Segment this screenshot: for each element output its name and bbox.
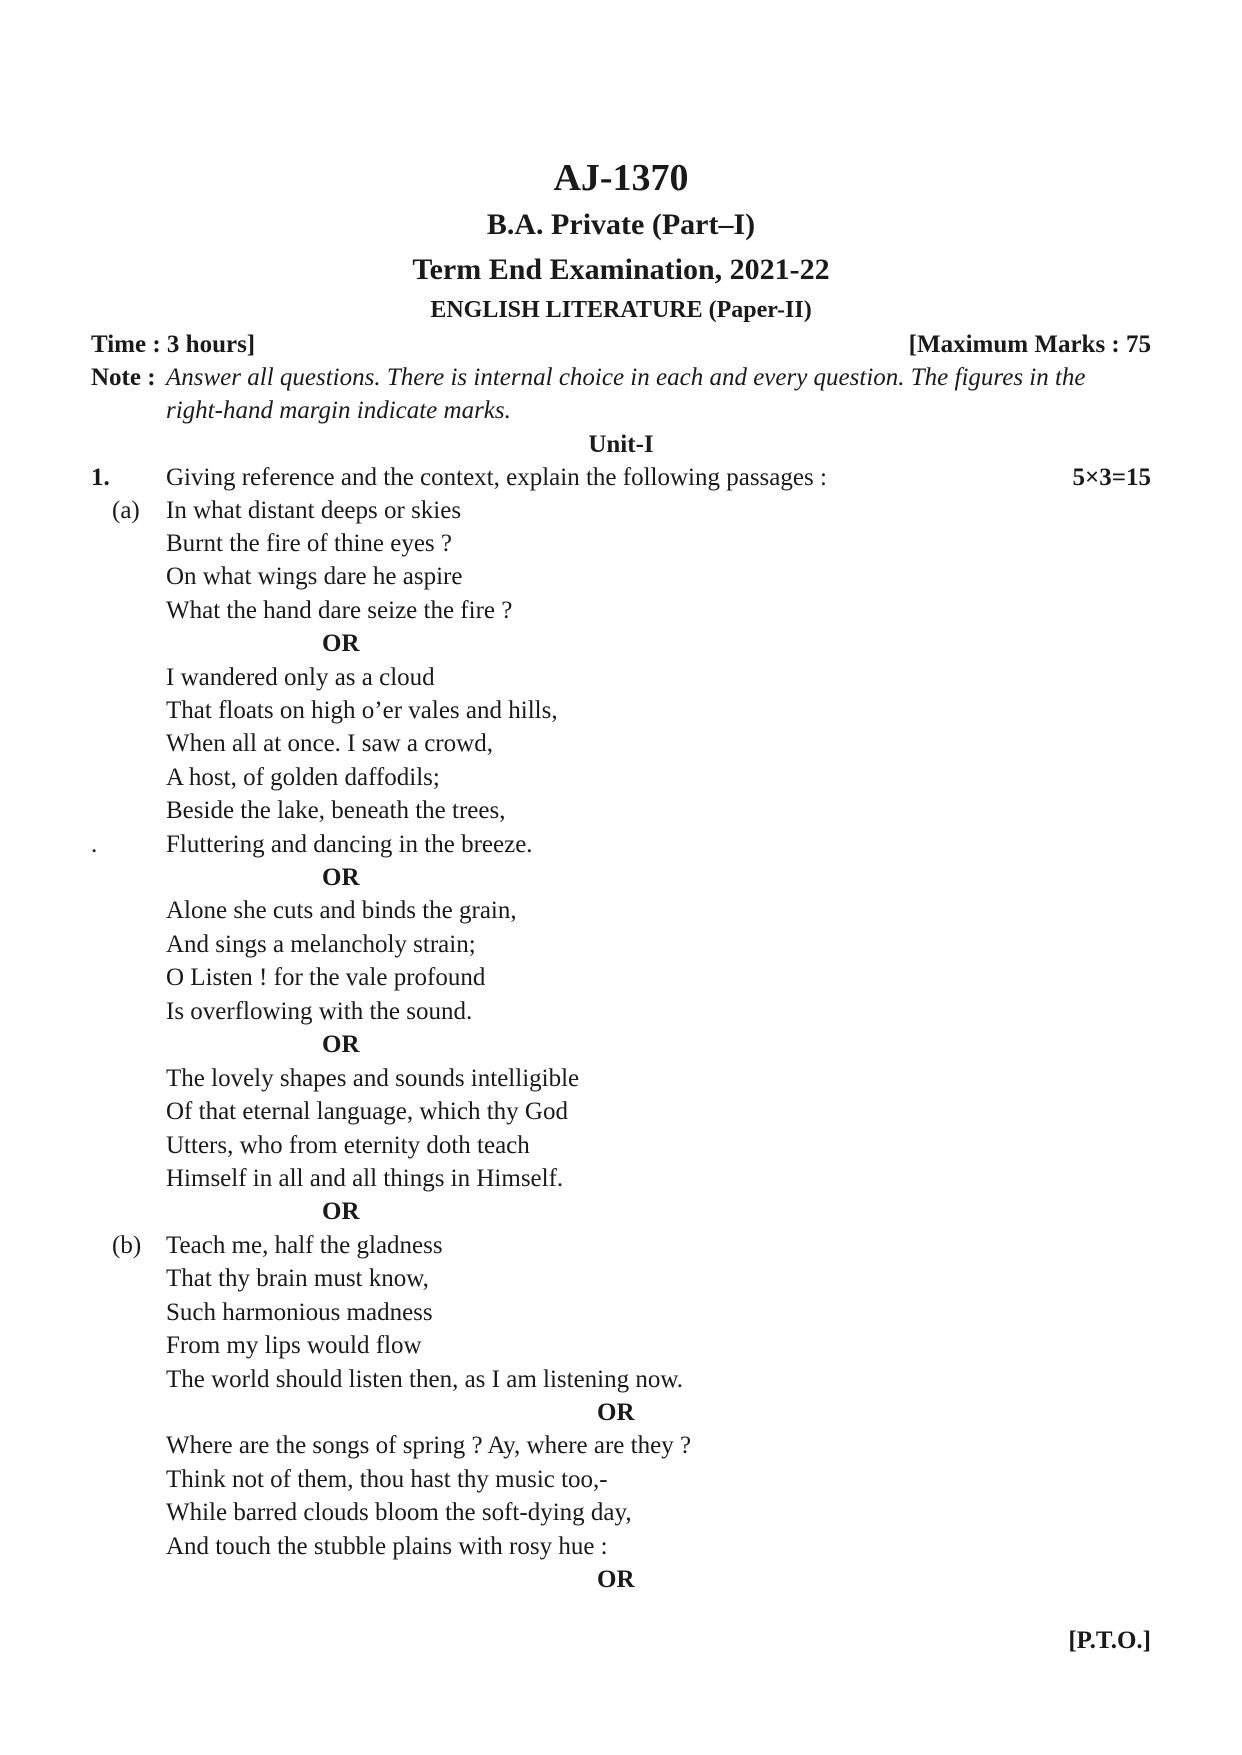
note-line-2: right-hand margin indicate marks.	[166, 397, 511, 424]
passage-line: That thy brain must know,	[166, 1265, 429, 1292]
passage-line: When all at once. I saw a crowd,	[166, 730, 493, 757]
passage-line: Where are the songs of spring ? Ay, where are they ?	[166, 1432, 692, 1459]
passage-line: O Listen ! for the vale profound	[166, 964, 486, 991]
or-separator: OR	[322, 630, 360, 657]
or-separator: OR	[322, 864, 360, 891]
passage-line: And touch the stubble plains with rosy hue :	[166, 1533, 608, 1560]
passage-line: What the hand dare seize the fire ?	[166, 597, 513, 624]
question-text: Giving reference and the context, explain the following passages :	[166, 464, 827, 491]
question-number: 1.	[91, 464, 110, 491]
passage-line: That floats on high o’er vales and hills,	[166, 697, 558, 724]
passage-line: Utters, who from eternity doth teach	[166, 1132, 530, 1159]
or-separator: OR	[597, 1566, 635, 1593]
passage-line: Teach me, half the gladness	[166, 1232, 443, 1259]
passage-line: The world should listen then, as I am listening now.	[166, 1366, 684, 1393]
note-line-1: Answer all questions. There is internal choice in each and every question. The figures in the	[166, 364, 1086, 391]
passage-line: Think not of them, thou hast thy music too,-	[166, 1466, 608, 1493]
part-a-label: (a)	[112, 497, 140, 524]
stray-mark: .	[91, 831, 98, 858]
question-marks: 5×3=15	[1072, 464, 1151, 491]
exam-title: Term End Examination, 2021-22	[412, 253, 830, 286]
paper-title: ENGLISH LITERATURE (Paper-II)	[430, 297, 812, 323]
passage-line: And sings a melancholy strain;	[166, 931, 476, 958]
passage-line: Such harmonious madness	[166, 1299, 433, 1326]
passage-line: Beside the lake, beneath the trees,	[166, 797, 506, 824]
note-label: Note :	[91, 364, 156, 391]
passage-line: While barred clouds bloom the soft-dying day,	[166, 1499, 632, 1526]
page-turn-marker: [P.T.O.]	[1068, 1627, 1151, 1654]
programme-title: B.A. Private (Part–I)	[486, 208, 756, 241]
or-separator: OR	[322, 1031, 360, 1058]
unit-heading: Unit-I	[588, 431, 654, 458]
paper-code: AJ-1370	[553, 157, 689, 199]
passage-line: I wandered only as a cloud	[166, 664, 435, 691]
maximum-marks: [Maximum Marks : 75	[908, 331, 1151, 358]
passage-line: Himself in all and all things in Himself.	[166, 1165, 564, 1192]
passage-line: Alone she cuts and binds the grain,	[166, 897, 517, 924]
part-b-label: (b)	[112, 1232, 142, 1259]
passage-line: Of that eternal language, which thy God	[166, 1098, 568, 1125]
passage-line: Fluttering and dancing in the breeze.	[166, 831, 533, 858]
passage-line: The lovely shapes and sounds intelligible	[166, 1065, 580, 1092]
time-allowed: Time : 3 hours]	[91, 331, 256, 358]
passage-line: On what wings dare he aspire	[166, 563, 463, 590]
passage-line: In what distant deeps or skies	[166, 497, 462, 524]
passage-line: Burnt the fire of thine eyes ?	[166, 530, 453, 557]
passage-line: From my lips would flow	[166, 1332, 422, 1359]
or-separator: OR	[322, 1198, 360, 1225]
passage-line: Is overflowing with the sound.	[166, 998, 473, 1025]
passage-line: A host, of golden daffodils;	[166, 764, 440, 791]
or-separator: OR	[597, 1399, 635, 1426]
